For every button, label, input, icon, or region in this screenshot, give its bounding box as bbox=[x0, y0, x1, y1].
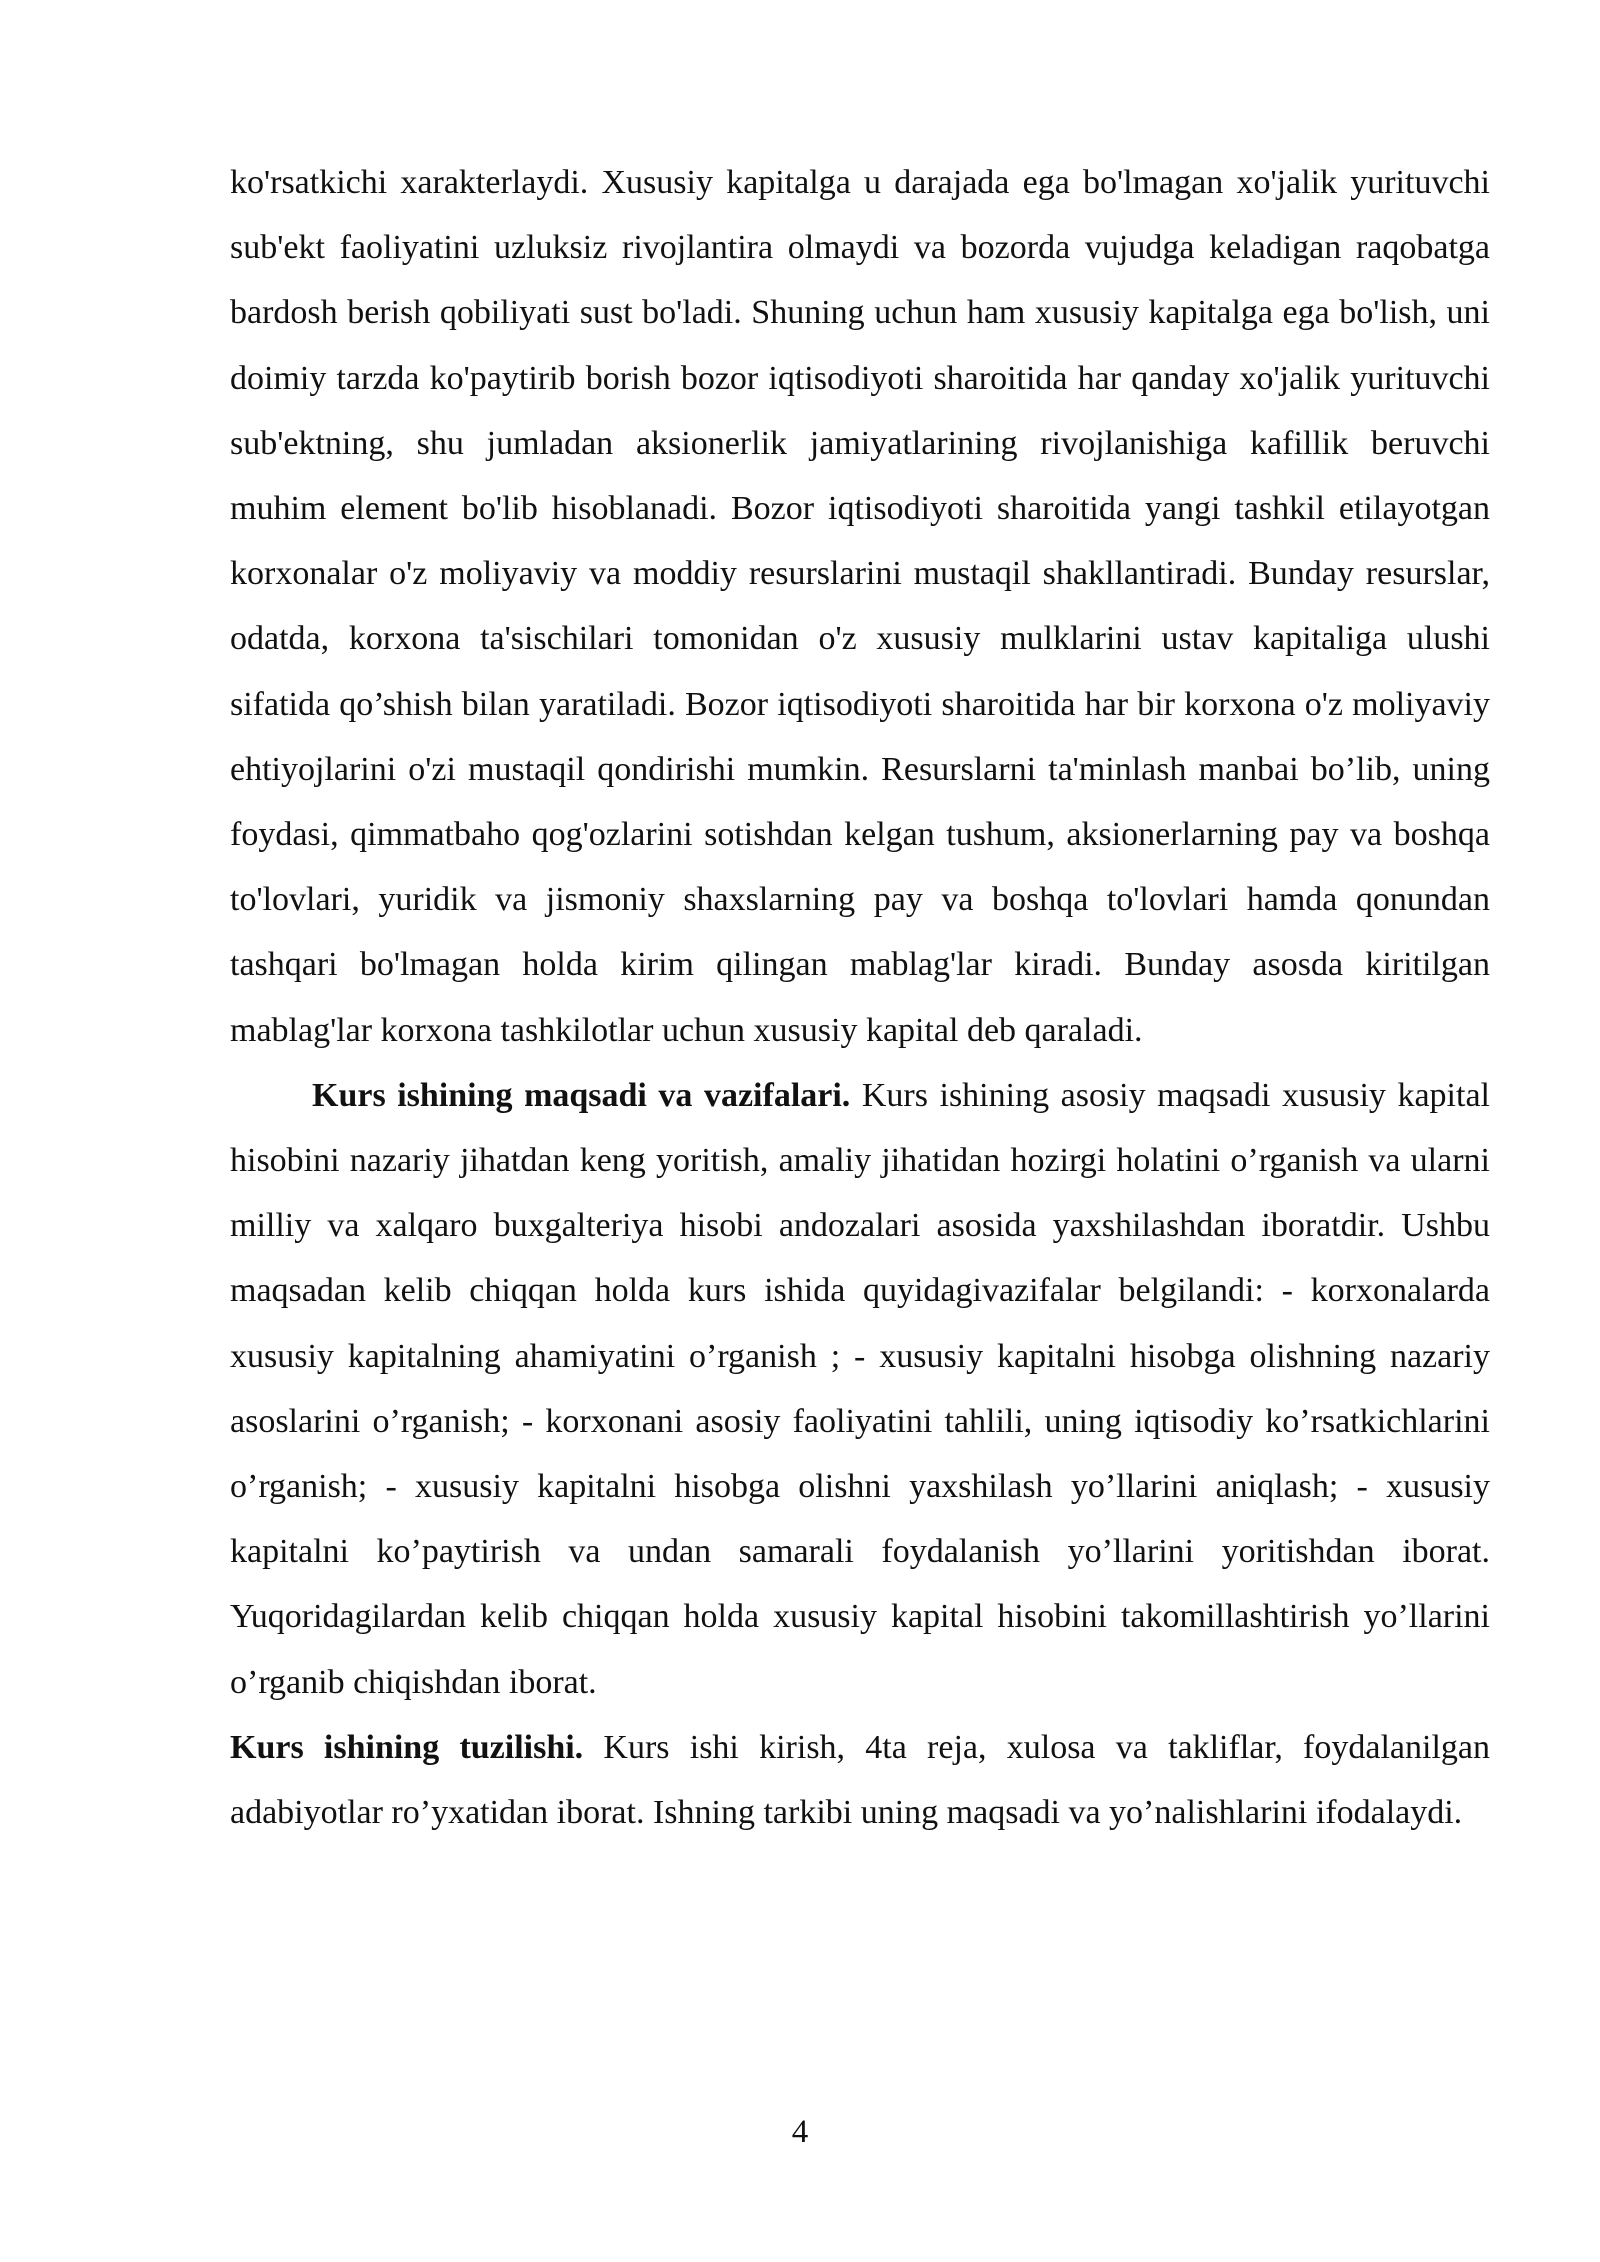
page-number: 4 bbox=[791, 2114, 809, 2150]
paragraph-private-capital-text: ko'rsatkichi xarakterlaydi. Xususiy kapitalga u darajada ega bo'lmagan xo'jalik yurituvchi sub'ekt faoliyatini uzluksiz rivojlantira olmaydi va bozorda vujudga keladigan raqobatga bardosh berish qobiliyati sust bo'ladi. Shuning uchun ham xususiy kapitalga ega bo'lish, uni doimiy tarzda ko'paytirib borish bozor iqtisodiyoti sharoitida har qanday xo'jalik yurituvchi sub'ektning, shu jumladan aksionerlik jamiyatlarining rivojlanishiga kafillik beruvchi muhim element bo'lib hisoblanadi. Bozor iqtisodiyoti sharoitida yangi tashkil etilayotgan korxonalar o'z moliyaviy va moddiy resurslarini mustaqil shakllantiradi. Bunday resurslar, odatda, korxona ta'sischilari tomonidan o'z xususiy mulklarini ustav kapitaliga ulushi sifatida qo’shish bilan yaratiladi. Bozor iqtisodiyoti sharoitida har bir korxona o'z moliyaviy ehtiyojlarini o'zi mustaqil qondirishi mumkin. Resurslarni ta'minlash manbai bo’lib, uning foydasi, qimmatbaho qog'ozlarini sotishdan kelgan tushum, aksionerlarning pay va boshqa to'lovlari, yuridik va jismoniy shaxslarning pay va boshqa to'lovlari hamda qonundan tashqari bo'lmagan holda kirim qilingan mablag'lar kiradi. Bunday asosda kiritilgan mablag'lar korxona tashkilotlar uchun xususiy kapital deb qaraladi. bbox=[230, 164, 1490, 1049]
paragraph-goals bbox=[230, 1063, 1490, 1715]
structure-text: Kurs ishi kirish, 4ta reja, xulosa va takliflar, foydalanilgan adabiyotlar ro’yxatidan iborat. Ishning tarkibi uning maqsadi va yo’nalishlarini ifodalaydi. bbox=[230, 1728, 1490, 1832]
goals-text: Kurs ishining asosiy maqsadi xususiy kapital hisobini nazariy jihatdan keng yoritish, amaliy jihatidan hozirgi holatini o’rganish va ularni milliy va xalqaro buxgalteriya hisobi andozalari asosida yaxshilashdan iboratdir. Ushbu maqsadan kelib chiqqan holda kurs ishida quyidagivazifalar belgilandi: - korxonalarda xususiy kapitalning ahamiyatini o’rganish ; - xususiy kapitalni hisobga olishning nazariy asoslarini o’rganish; - korxonani asosiy faoliyatini tahlili, uning iqtisodiy ko’rsatkichlarini o’rganish; - xususiy kapitalni hisobga olishni yaxshilash yo’llarini aniqlash; - xususiy kapitalni ko’paytirish va undan samarali foydalanish yo’llarini yoritishdan iborat. Yuqoridagilardan kelib chiqqan holda xususiy kapital hisobini takomillashtirish yo’llarini o’rganib chiqishdan iborat. bbox=[230, 1076, 1490, 1701]
paragraph-private-capital bbox=[230, 150, 1490, 1063]
structure-heading: Kurs ishining tuzilishi. bbox=[230, 1728, 584, 1766]
paragraph-structure bbox=[230, 1715, 1490, 1845]
document-page bbox=[230, 150, 1490, 1845]
goals-heading: Kurs ishining maqsadi va vazifalari. bbox=[312, 1076, 851, 1114]
